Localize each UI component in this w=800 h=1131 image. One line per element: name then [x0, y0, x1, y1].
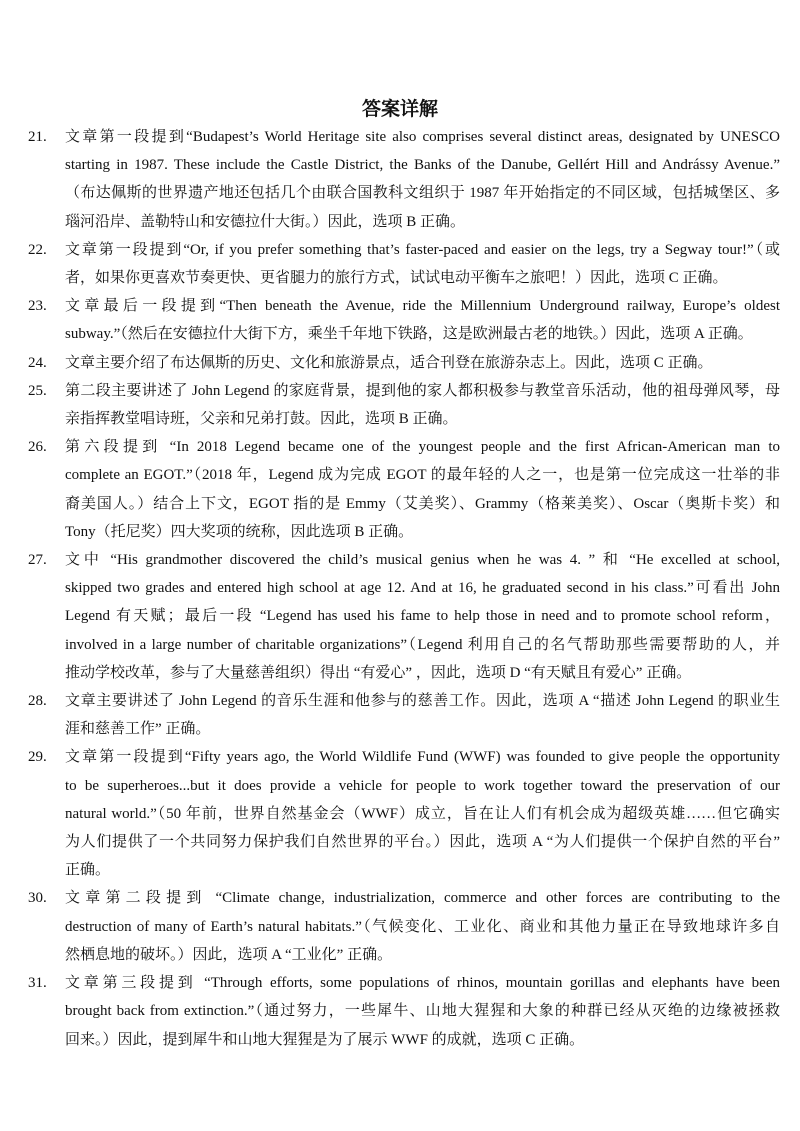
explanation-line: [65, 236, 780, 264]
explanation-text: Legend 有天赋；最后一段 “Legend has used his fame to help those in need and to promote school reform，: [65, 608, 780, 625]
answer-item: [0, 292, 800, 348]
explanation-line: [65, 208, 780, 236]
explanation-text: 者，如果你更喜欢节奏更快、更省腿力的旅行方式，试试电动平衡车之旅吧！）因此，选项 C 正确。: [65, 270, 728, 287]
explanation-line: [65, 997, 780, 1025]
answer-item: [0, 743, 800, 884]
explanation-text: complete an EGOT.”（2018 年，Legend 成为完成 EGOT 的最年轻的人之一，也是第一位完成这一壮举的非: [65, 467, 780, 484]
answer-item: [0, 546, 800, 687]
explanation-text: 裔美国人。）结合上下文，EGOT 指的是 Emmy（艾美奖）、Grammy（格莱美奖）、Oscar（奥斯卡奖）和: [65, 495, 780, 512]
explanation-text: natural world.”（50 年前，世界自然基金会（WWF）成立，旨在让人们有机会成为超级英雄……但它确实: [65, 805, 780, 822]
explanation-line: [65, 433, 780, 461]
explanation-line: [65, 405, 780, 433]
answer-list: [0, 123, 800, 1094]
answer-item: [0, 377, 800, 433]
explanation-line: [65, 179, 780, 207]
explanation-text: 文章第三段提到 “Through efforts, some populations of rhinos, mountain gorillas and elephants have been: [65, 975, 780, 992]
explanation-line: [65, 461, 780, 489]
explanation-line: [65, 377, 780, 405]
explanation-text: 文章第一段提到“Fifty years ago, the World Wildlife Fund (WWF) was founded to give people the opportunity: [65, 749, 780, 766]
explanation-line: [65, 320, 780, 348]
explanation-line: [65, 772, 780, 800]
answer-item: [0, 236, 800, 292]
explanation-text: 第六段提到 “In 2018 Legend became one of the youngest people and the first African-American man to: [65, 439, 780, 456]
answer-item: [0, 349, 800, 377]
answer-item: [0, 884, 800, 969]
page-title: 答案详解: [361, 98, 438, 120]
explanation-text: 第二段主要讲述了 John Legend 的家庭背景，提到他的家人都积极参与教堂音乐活动，他的祖母弹风琴，母: [65, 382, 780, 399]
explanation-text: 瑙河沿岸、盖勒特山和安德拉什大街。）因此，选项 B 正确。: [65, 213, 466, 230]
explanation-line: [65, 1026, 780, 1054]
question-number: 27.: [28, 552, 47, 569]
explanation-line: [65, 884, 780, 912]
explanation-text: 正确。: [65, 862, 111, 879]
answer-item: [0, 433, 800, 546]
explanation-text: 推动学校改革，参与了大量慈善组织）得出 “有爱心” ，因此，选项 D “有天赋且有爱心” 正确。: [65, 664, 692, 681]
question-number: 29.: [28, 749, 47, 766]
explanation-line: [65, 349, 780, 377]
explanation-text: to be superheroes...but it does provide a vehicle for people to work together toward the preservation of our: [65, 777, 780, 794]
explanation-line: [65, 687, 780, 715]
explanation-text: 然栖息地的破坏。）因此，选项 A “工业化” 正确。: [65, 946, 393, 963]
explanation-text: 文中 “His grandmother discovered the child’s musical genius when he was 4. ” 和 “He excelled at school,: [65, 552, 780, 569]
explanation-line: [65, 602, 780, 630]
explanation-line: [65, 659, 780, 687]
explanation-line: [65, 941, 780, 969]
explanation-text: subway.”（然后在安德拉什大街下方，乘坐千年地下铁路，这是欧洲最古老的地铁。）因此，选项 A 正确。: [65, 326, 753, 343]
explanation-line: [65, 490, 780, 518]
explanation-text: 回来。）因此，提到犀牛和山地大猩猩是为了展示 WWF 的成就，选项 C 正确。: [65, 1031, 585, 1048]
explanation-line: [65, 828, 780, 856]
explanation-text: （布达佩斯的世界遗产地还包括几个由联合国教科文组织于 1987 年开始指定的不同区域，包括城堡区、多: [65, 185, 780, 202]
explanation-line: [65, 123, 780, 151]
explanation-line: [65, 800, 780, 828]
question-number: 22.: [28, 241, 47, 258]
question-number: 28.: [28, 693, 47, 710]
explanation-text: brought back from extinction.”（通过努力，一些犀牛、山地大猩猩和大象的种群已经从灭绝的边缘被拯救: [65, 1003, 780, 1020]
explanation-line: [65, 913, 780, 941]
question-number: 30.: [28, 890, 47, 907]
question-number: 31.: [28, 975, 47, 992]
explanation-text: skipped two grades and entered high school at age 12. And at 16, he graduated second in his class.”可看出 John: [65, 580, 780, 597]
explanation-line: [65, 151, 780, 179]
explanation-text: destruction of many of Earth’s natural habitats.”（气候变化、工业化、商业和其他力量正在导致地球许多自: [65, 918, 780, 935]
explanation-line: [65, 574, 780, 602]
explanation-line: [65, 856, 780, 884]
question-number: 25.: [28, 382, 47, 399]
question-number: 24.: [28, 354, 47, 371]
explanation-text: 文章第二段提到 “Climate change, industrialization, commerce and other forces are contributing to the: [65, 890, 780, 907]
explanation-line: [65, 631, 780, 659]
question-number: 26.: [28, 439, 47, 456]
explanation-text: Tony（托尼奖）四大奖项的统称，因此选项 B 正确。: [65, 523, 414, 540]
explanation-text: 涯和慈善工作” 正确。: [65, 721, 211, 738]
explanation-text: 亲指挥教堂唱诗班，父亲和兄弟打鼓。因此，选项 B 正确。: [65, 411, 458, 428]
explanation-text: starting in 1987. These include the Castle District, the Banks of the Danube, Gellért Hill and Andrássy Avenue.”: [65, 157, 780, 174]
explanation-text: 文章主要介绍了布达佩斯的历史、文化和旅游景点，适合刊登在旅游杂志上。因此，选项 C 正确。: [65, 354, 713, 371]
explanation-text: 文章最后一段提到“Then beneath the Avenue, ride the Millennium Underground railway, Europe’s oldest: [65, 298, 780, 315]
question-number: 23.: [28, 298, 47, 315]
explanation-line: [65, 518, 780, 546]
answer-item: [0, 969, 800, 1054]
answer-item: [0, 687, 800, 743]
explanation-line: [65, 715, 780, 743]
explanation-text: 为人们提供了一个共同努力保护我们自然世界的平台。）因此，选项 A “为人们提供一个保护自然的平台”: [65, 834, 780, 851]
explanation-text: 文章第一段提到“Or, if you prefer something that’s faster-paced and easier on the legs, try a Segway tour!”（或: [65, 241, 780, 258]
explanation-line: [65, 264, 780, 292]
explanation-text: 文章第一段提到“Budapest’s World Heritage site also comprises several distinct areas, designated by UNESCO: [65, 129, 780, 145]
question-number: 21.: [28, 129, 47, 145]
answer-item: [0, 123, 800, 236]
explanation-line: [65, 292, 780, 320]
explanation-text: 文章主要讲述了 John Legend 的音乐生涯和他参与的慈善工作。因此，选项 A “描述 John Legend 的职业生: [65, 693, 780, 710]
explanation-line: [65, 546, 780, 574]
explanation-line: [65, 969, 780, 997]
explanation-line: [65, 743, 780, 771]
explanation-text: involved in a large number of charitable organizations”（Legend 利用自己的名气帮助那些需要帮助的人，并: [65, 636, 780, 653]
